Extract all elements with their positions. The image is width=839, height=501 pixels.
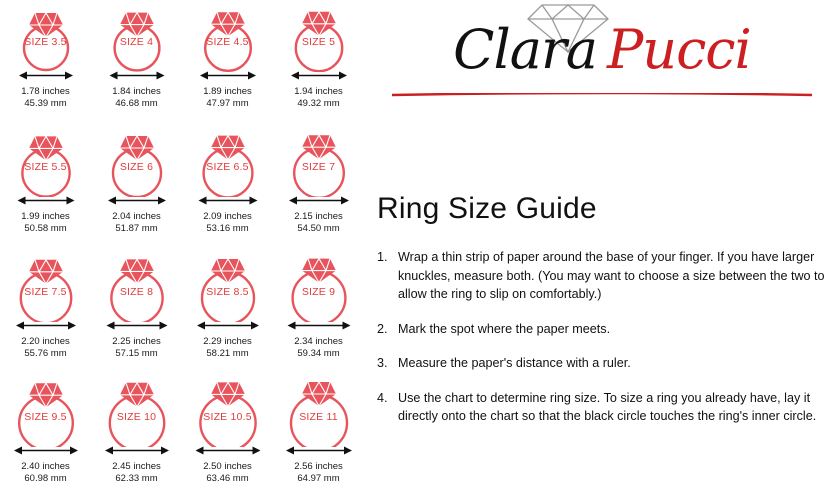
measurement-mm: 64.97 mm — [297, 473, 340, 484]
measurement-mm: 55.76 mm — [24, 348, 67, 359]
measurement-mm: 63.46 mm — [206, 473, 249, 484]
ring-size-cell — [91, 0, 182, 125]
step-text: Measure the paper's distance with a ruler. — [398, 356, 631, 370]
page-title: Ring Size Guide — [377, 192, 597, 225]
measurement-mm: 45.39 mm — [24, 98, 67, 109]
measurement-inches: 1.94 inches — [294, 86, 343, 97]
measurement-inches: 2.20 inches — [21, 336, 70, 347]
diameter-arrow-icon — [108, 193, 166, 211]
ring-size-cell — [0, 250, 91, 375]
step-number: 1. — [377, 250, 388, 264]
ring-size-label: SIZE 9 — [301, 286, 336, 298]
step-text: Use the chart to determine ring size. To size a ring you already have, lay it directly onto the chart so that the black circle touches the ring's inner circle. — [398, 390, 817, 423]
diameter-arrow-icon — [291, 68, 347, 86]
measurement-inches: 2.56 inches — [294, 461, 343, 472]
ring-size-label: SIZE 7.5 — [24, 286, 67, 298]
measurement-mm: 54.50 mm — [297, 223, 340, 234]
step-number: 2. — [377, 321, 388, 336]
ring-size-label: SIZE 7 — [301, 161, 336, 173]
brand-logo — [372, 0, 832, 105]
instruction-steps — [377, 248, 827, 442]
ring-size-measurement — [21, 86, 70, 110]
ring-size-measurement — [294, 86, 343, 110]
measurement-inches: 2.25 inches — [112, 336, 161, 347]
ring-size-label: SIZE 4.5 — [206, 36, 249, 48]
logo-underline — [392, 84, 812, 87]
measurement-mm: 53.16 mm — [206, 223, 249, 234]
measurement-mm: 51.87 mm — [115, 223, 158, 234]
brand-name-first: Clara — [453, 18, 597, 81]
measurement-mm: 58.21 mm — [206, 348, 249, 359]
diameter-arrow-icon — [197, 318, 259, 336]
right-column — [364, 0, 839, 501]
step-text: Mark the spot where the paper meets. — [398, 321, 611, 336]
diameter-arrow-icon — [109, 68, 164, 86]
diameter-arrow-icon — [198, 193, 257, 211]
measurement-mm: 47.97 mm — [206, 98, 249, 109]
measurement-mm: 49.32 mm — [297, 98, 340, 109]
ring-size-cell — [182, 375, 273, 500]
diameter-arrow-icon — [286, 443, 352, 461]
ring-size-label: SIZE 5.5 — [24, 161, 67, 173]
ring-size-cell — [273, 125, 364, 250]
ring-size-measurement — [294, 461, 343, 485]
measurement-mm: 59.34 mm — [297, 348, 340, 359]
ring-size-measurement — [21, 336, 70, 360]
measurement-mm: 50.58 mm — [24, 223, 67, 234]
measurement-inches: 2.34 inches — [294, 336, 343, 347]
diameter-arrow-icon — [14, 443, 78, 461]
ring-size-label: SIZE 6 — [119, 161, 154, 173]
ring-size-cell — [273, 375, 364, 500]
diameter-arrow-icon — [17, 193, 74, 211]
ring-size-cell — [182, 250, 273, 375]
measurement-inches: 2.04 inches — [112, 211, 161, 222]
ring-size-measurement — [112, 461, 161, 485]
measurement-mm: 57.15 mm — [115, 348, 158, 359]
measurement-inches: 2.40 inches — [21, 461, 70, 472]
diameter-arrow-icon — [287, 318, 350, 336]
diameter-arrow-icon — [16, 318, 76, 336]
measurement-inches: 2.29 inches — [203, 336, 252, 347]
measurement-mm: 60.98 mm — [24, 473, 67, 484]
ring-size-cell — [91, 250, 182, 375]
measurement-inches: 1.78 inches — [21, 86, 70, 97]
measurement-inches: 2.50 inches — [203, 461, 252, 472]
ring-size-cell — [182, 125, 273, 250]
ring-size-cell — [91, 375, 182, 500]
step-number: 4. — [377, 390, 388, 405]
measurement-mm: 62.33 mm — [115, 473, 158, 484]
measurement-inches: 1.89 inches — [203, 86, 252, 97]
brand-name — [372, 18, 832, 82]
ring-size-label: SIZE 8 — [119, 286, 154, 298]
ring-size-measurement — [294, 211, 343, 235]
ring-size-measurement — [112, 86, 161, 110]
ring-size-cell — [273, 0, 364, 125]
measurement-inches: 1.84 inches — [112, 86, 161, 97]
ring-size-measurement — [203, 86, 252, 110]
ring-size-label: SIZE 4 — [119, 36, 154, 48]
ring-size-label: SIZE 9.5 — [24, 411, 67, 423]
measurement-mm: 46.68 mm — [115, 98, 158, 109]
ring-size-label: SIZE 3.5 — [24, 36, 67, 48]
ring-size-label: SIZE 6.5 — [206, 161, 249, 173]
ring-size-measurement — [21, 461, 70, 485]
instruction-step — [377, 354, 827, 373]
diameter-arrow-icon — [105, 443, 169, 461]
ring-size-measurement — [203, 461, 252, 485]
measurement-inches: 2.09 inches — [203, 211, 252, 222]
diameter-arrow-icon — [289, 193, 349, 211]
ring-size-label: SIZE 10.5 — [203, 411, 252, 423]
ring-size-cell — [182, 0, 273, 125]
ring-size-label: SIZE 11 — [299, 411, 338, 423]
instruction-step — [377, 389, 827, 426]
ring-size-label: SIZE 5 — [301, 36, 336, 48]
measurement-inches: 2.45 inches — [112, 461, 161, 472]
ring-size-measurement — [112, 336, 161, 360]
ring-size-cell — [273, 250, 364, 375]
measurement-inches: 2.15 inches — [294, 211, 343, 222]
diameter-arrow-icon — [195, 443, 260, 461]
step-number: 3. — [377, 356, 388, 370]
diameter-arrow-icon — [106, 318, 167, 336]
instruction-step — [377, 248, 827, 304]
brand-name-second: Pucci — [606, 18, 751, 81]
instruction-step — [377, 320, 827, 339]
ring-size-measurement — [112, 211, 161, 235]
ring-size-label: SIZE 10 — [116, 411, 157, 423]
step-text: Wrap a thin strip of paper around the base of your finger. If you have larger knuckles, measure both. (You may want to choose a size between the two to allow the ring to slip on comfortably.) — [398, 250, 825, 301]
ring-size-measurement — [294, 336, 343, 360]
measurement-inches: 1.99 inches — [21, 211, 70, 222]
ring-size-measurement — [203, 336, 252, 360]
ring-size-cell — [0, 375, 91, 500]
ring-size-cell — [0, 125, 91, 250]
ring-size-cell — [0, 0, 91, 125]
ring-size-measurement — [21, 211, 70, 235]
diameter-arrow-icon — [200, 68, 256, 86]
ring-size-cell — [91, 125, 182, 250]
ring-size-measurement — [203, 211, 252, 235]
ring-size-chart — [0, 0, 364, 501]
ring-size-label: SIZE 8.5 — [206, 286, 249, 298]
diameter-arrow-icon — [19, 68, 73, 86]
